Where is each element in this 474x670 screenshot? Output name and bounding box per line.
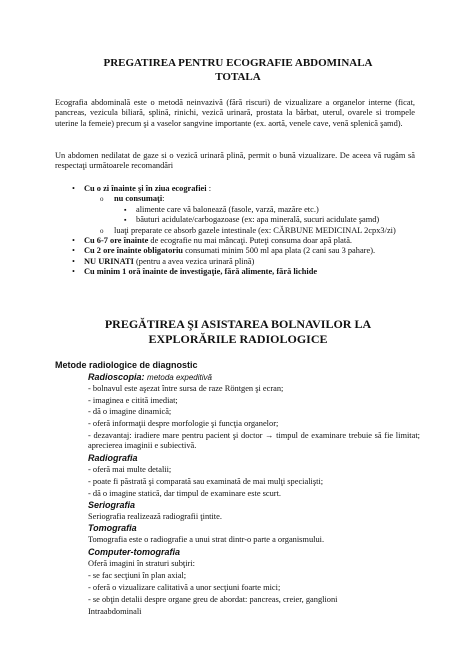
item4-bold: NU URINATI bbox=[84, 256, 134, 266]
radioscopia-line-5: - dezavantaj: iradiere mare pentru pacient şi doctor → timpul de examinare trebuie să fie limitat; aprecierea imaginii e subiectivă. bbox=[88, 431, 420, 451]
item1-colon: : bbox=[206, 184, 212, 193]
radioscopia-tag: metoda expeditivă bbox=[147, 373, 212, 382]
subsub-item-1: ▪ alimente care vă balonează (fasole, varză, mazăre etc.) bbox=[124, 205, 419, 215]
list-item bbox=[74, 267, 419, 277]
radiografia-heading: Radiografia bbox=[88, 453, 138, 463]
radiografia-line-3: - dă o imagine statică, dar timpul de examinare este scurt. bbox=[88, 489, 282, 498]
subsub-item-2: ▪ băuturi acidulate/carbogazoase (ex: apa minerală, sucuri acidulate şamd) bbox=[124, 215, 419, 225]
title-ecografie bbox=[40, 57, 436, 84]
radiografia-line-2: - poate fi păstrată şi comparată sau examinată de mai mulţi specialişti; bbox=[88, 477, 324, 486]
title-radiologie-line1: PREGĂTIREA ŞI ASISTAREA BOLNAVILOR LA bbox=[104, 317, 372, 331]
title-radiologie bbox=[40, 317, 436, 347]
tomografia-heading: Tomografia bbox=[88, 523, 137, 533]
radioscopia-line-2: - imaginea e citită imediat; bbox=[88, 396, 178, 405]
radioscopia-title: Radioscopia: bbox=[88, 372, 145, 382]
radioscopia-line-3: - dă o imagine dinamică; bbox=[88, 407, 172, 416]
sub-item-2: o luaţi preparate ce absorb gazele intestinale (ex: CĂRBUNE MEDICINAL 2cpx3/zi) bbox=[100, 226, 419, 236]
list-item bbox=[74, 236, 419, 246]
item3-bold: Cu 2 ore înainte obligatoriu bbox=[84, 246, 183, 256]
recommendations-list bbox=[74, 184, 419, 278]
list-item bbox=[74, 257, 419, 267]
ct-line-5: Intraabdominali bbox=[88, 607, 142, 616]
subsublist bbox=[124, 205, 419, 226]
ct-line-2: - se fac secţiuni în plan axial; bbox=[88, 571, 187, 580]
title-radiologie-line2: EXPLORĂRILE RADIOLOGICE bbox=[148, 332, 328, 346]
sub1-label: nu consumaţi bbox=[114, 194, 163, 204]
ct-line-1: Oferă imagini în straturi subţiri: bbox=[88, 559, 195, 568]
ct-line-4: - se obţin detalii despre organe greu de abordat: pancreas, creier, ganglioni bbox=[88, 595, 338, 604]
ct-heading: Computer-tomografia bbox=[88, 547, 180, 557]
radiografia-line-1: - oferă mai multe detalii; bbox=[88, 465, 172, 474]
item2-rest: de ecografie nu mai mâncaţi. Puteţi consuma doar apă plată. bbox=[148, 236, 353, 246]
item4-rest: (pentru a avea vezica urinară plină) bbox=[133, 256, 255, 266]
sub1-colon: : bbox=[162, 194, 165, 204]
sub-item bbox=[100, 194, 419, 225]
title-ecografie-line2: TOTALA bbox=[215, 70, 261, 83]
item1-label: Cu o zi înainte şi în ziua ecografiei bbox=[84, 184, 207, 193]
seriografia-text: Seriografia realizează radiografii ţintite. bbox=[88, 512, 222, 521]
radioscopia-line-1: - bolnavul este aşezat între sursa de raze Röntgen şi ecran; bbox=[88, 384, 284, 393]
list-item bbox=[74, 246, 419, 256]
seriografia-heading: Seriografia bbox=[88, 500, 136, 510]
item3-rest: consumati minim 500 ml apa plata (2 cani sau 3 pahare). bbox=[182, 246, 376, 256]
item5: Cu minim 1 oră înainte de investigaţie, fără alimente, fără lichide bbox=[84, 267, 318, 277]
metode-heading: Metode radiologice de diagnostic bbox=[55, 360, 198, 370]
intro-paragraph-1: Ecografia abdominală este o metodă neinvazivă (fără riscuri) de vizualizare a organelor interne (ficat, pancreas, vezicula biliară, splină, rinichi, vezică urinară, prostata la bărbat, uterul, ovarele si trompele uterine la femeie) precum şi a vaselor sangvine importante (ex. aortă, venele cave, venă splenică şamd). bbox=[55, 98, 415, 128]
item2-bold: Cu 6-7 ore înainte bbox=[84, 236, 149, 246]
radioscopia-heading bbox=[88, 372, 212, 383]
list-item bbox=[74, 184, 419, 236]
sublist bbox=[100, 194, 419, 236]
title-ecografie-line1: PREGATIREA PENTRU ECOGRAFIE ABDOMINALA bbox=[103, 57, 373, 69]
tomografia-text: Tomografia este o radiografie a unui strat dintr-o parte a organismului. bbox=[88, 535, 325, 544]
ct-line-3: - oferă o vizualizare calitativă a unor secţiuni foarte mici; bbox=[88, 583, 281, 592]
radioscopia-line-4: - oferă informaţii despre morfologie şi funcţia organelor; bbox=[88, 419, 279, 428]
intro-paragraph-2: Un abdomen nedilatat de gaze si o vezică urinară plină, permit o bună vizualizare. De aceea vă rugăm să respectaţi următoarele recomandări bbox=[55, 151, 415, 171]
